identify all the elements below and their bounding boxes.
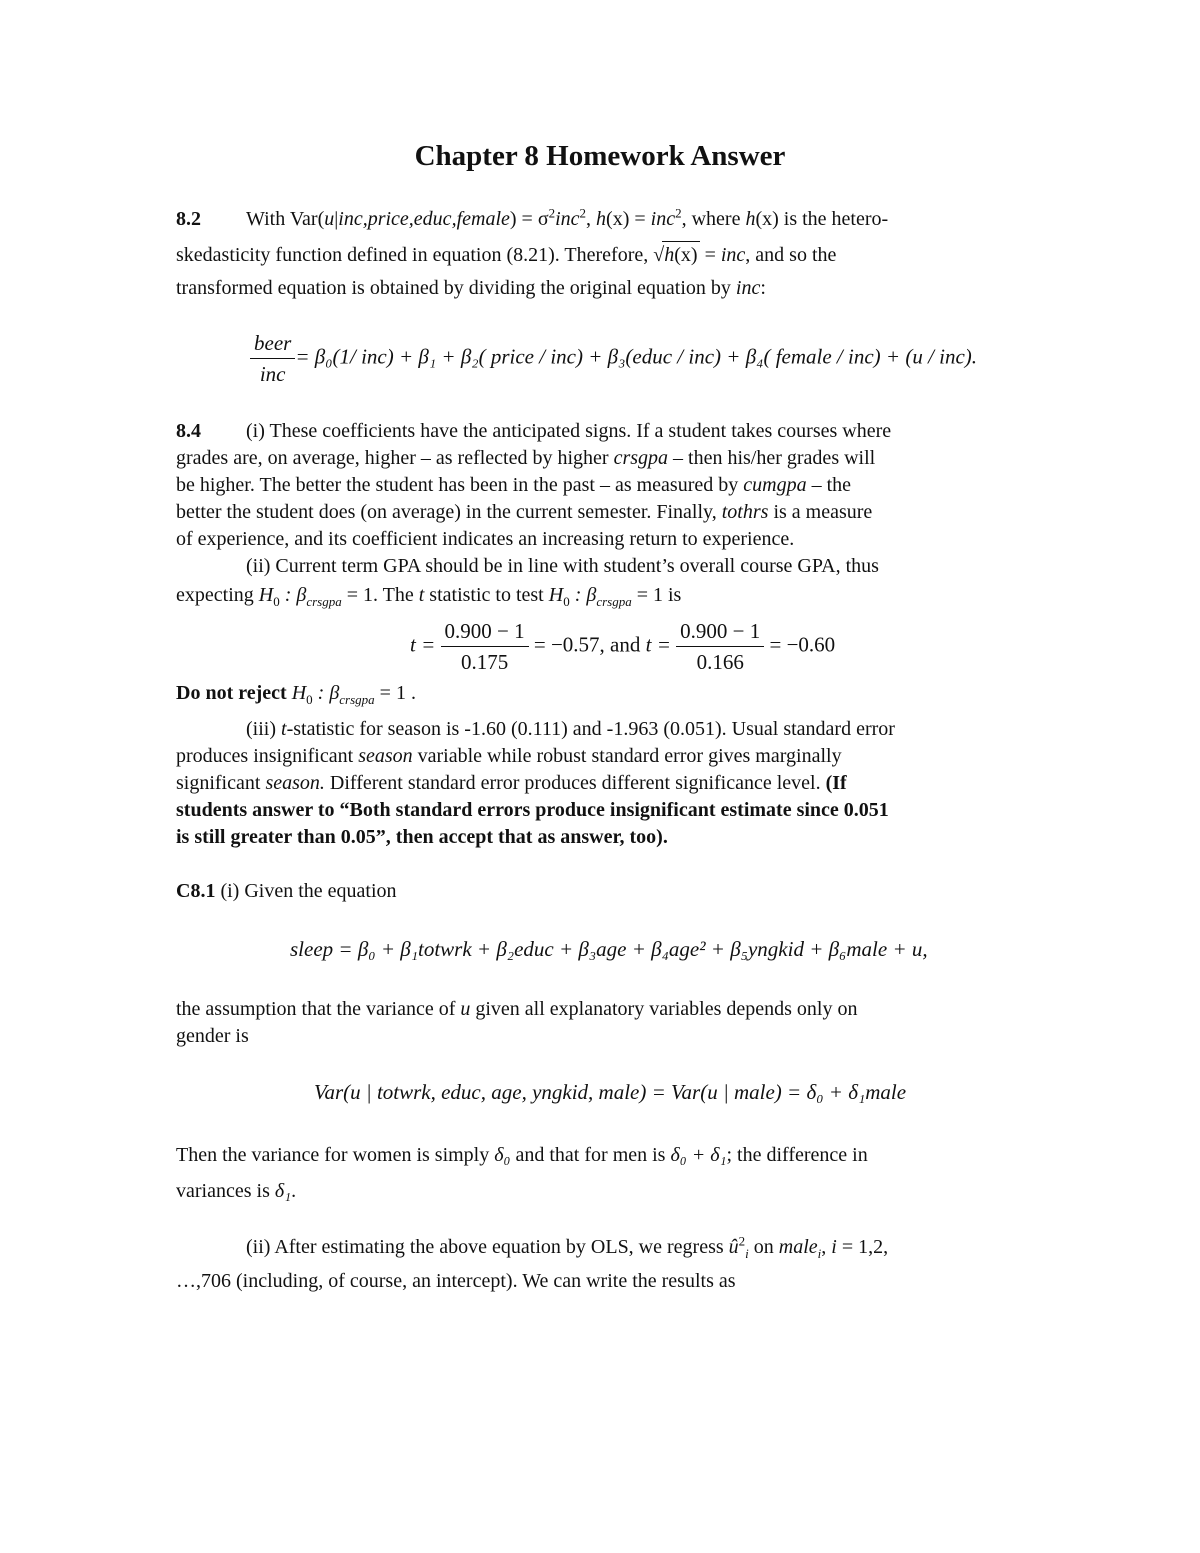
q84-ii-line-1: (ii) Current term GPA should be in line with student’s overall course GPA, thus — [246, 555, 879, 577]
page-title: Chapter 8 Homework Answer — [414, 140, 786, 172]
c81-ii-line-1: (ii) After estimating the above equation by OLS, we regress $û^2_i$ on male$_i$, i = 1,2, — [246, 1233, 889, 1261]
q82-line-1: 8.2 With Var(u|inc,price,educ,female) = $\sigma^2inc^2$, h(x) = inc$^2$, where h(x) is the hetero- — [176, 205, 889, 230]
q82-line-2: skedasticity function defined in equation (8.21). Therefore, √h(x) = inc, and so the — [176, 241, 836, 268]
variance-equation: Var(u | totwrk, educ, age, yngkid, male) = Var(u | male) = δ₀ + δ₁male — [314, 1080, 907, 1104]
t2-fraction: $\frac{0.900 - 1}{0.166}$ — [676, 618, 764, 675]
q82-line-3: transformed equation is obtained by dividing the original equation by inc: — [176, 277, 766, 299]
q84-iii-line-3: significant season. Different standard error produces different significance level. (If — [176, 772, 847, 794]
beer-over-inc: $\frac{\text{beer}}{\text{inc}}$ — [250, 330, 295, 387]
q84-line-3: be higher. The better the student has been in the past – as measured by cumgpa – the — [176, 474, 852, 496]
t-statistic-equations: t = $\frac{0.900 - 1}{0.175}$ = −0.57, and t = $\frac{0.900 - 1}{0.166}$ = −0.60 — [410, 619, 836, 674]
c81-ii-line-2: …,706 (including, of course, an intercept). We can write the results as — [176, 1270, 736, 1292]
do-not-reject-line: Do not reject $H_0$ : $\beta_{crsgpa} = 1$ . — [176, 682, 416, 707]
c81-assumption-line-1: the assumption that the variance of u given all explanatory variables depends only on — [176, 998, 858, 1020]
c81-women-line: Then the variance for women is simply δ₀ and that for men is δ₀ + δ₁; the difference in — [176, 1144, 868, 1166]
c81-assumption-line-2: gender is — [176, 1025, 249, 1047]
q84-line-1: 8.4 (i) These coefficients have the anticipated signs. If a student takes courses where — [176, 420, 892, 442]
transformed-equation: $\frac{\text{beer}}{\text{inc}}$ = β₀(1/ inc) + β₁ + β₂( price / inc) + β₃(educ / inc) + β₄( female / inc) + (u / inc). — [250, 330, 977, 387]
q84-iii-line-1: (iii) t-statistic for season is -1.60 (0.111) and -1.963 (0.051). Usual standard error — [246, 718, 895, 740]
c81-variances-line: variances is δ₁. — [176, 1180, 297, 1202]
q84-iii-line-2: produces insignificant season variable while robust standard error gives marginally — [176, 745, 842, 767]
q84-ii-line-2: expecting $H_0$ : $\beta_{crsgpa} = 1$. The t statistic to test $H_0$ : $\beta_{crsgpa} = 1$ is — [176, 584, 682, 609]
q84-line-4: better the student does (on average) in the current semester. Finally, tothrs is a measure — [176, 501, 873, 523]
sleep-equation: sleep = β₀ + β₁totwrk + β₂educ + β₃age + β₄age² + β₅yngkid + β₆male + u, — [290, 937, 928, 961]
q84-number: 8.4 — [176, 420, 201, 442]
q82-number: 8.2 — [176, 208, 201, 230]
q84-line-5: of experience, and its coefficient indicates an increasing return to experience. — [176, 528, 795, 550]
c81-number: C8.1 — [176, 880, 216, 902]
q84-iii-line-4: students answer to “Both standard errors produce insignificant estimate since 0.051 — [176, 799, 889, 821]
q84-iii-line-5: is still greater than 0.05”, then accept that as answer, too). — [176, 826, 668, 848]
c81-line-1: C8.1 (i) Given the equation — [176, 880, 397, 902]
t1-fraction: $\frac{0.900 - 1}{0.175}$ — [441, 618, 529, 675]
q84-line-2: grades are, on average, higher – as reflected by higher crsgpa – then his/her grades will — [176, 447, 876, 469]
sqrt-hx: h(x) — [662, 241, 699, 268]
